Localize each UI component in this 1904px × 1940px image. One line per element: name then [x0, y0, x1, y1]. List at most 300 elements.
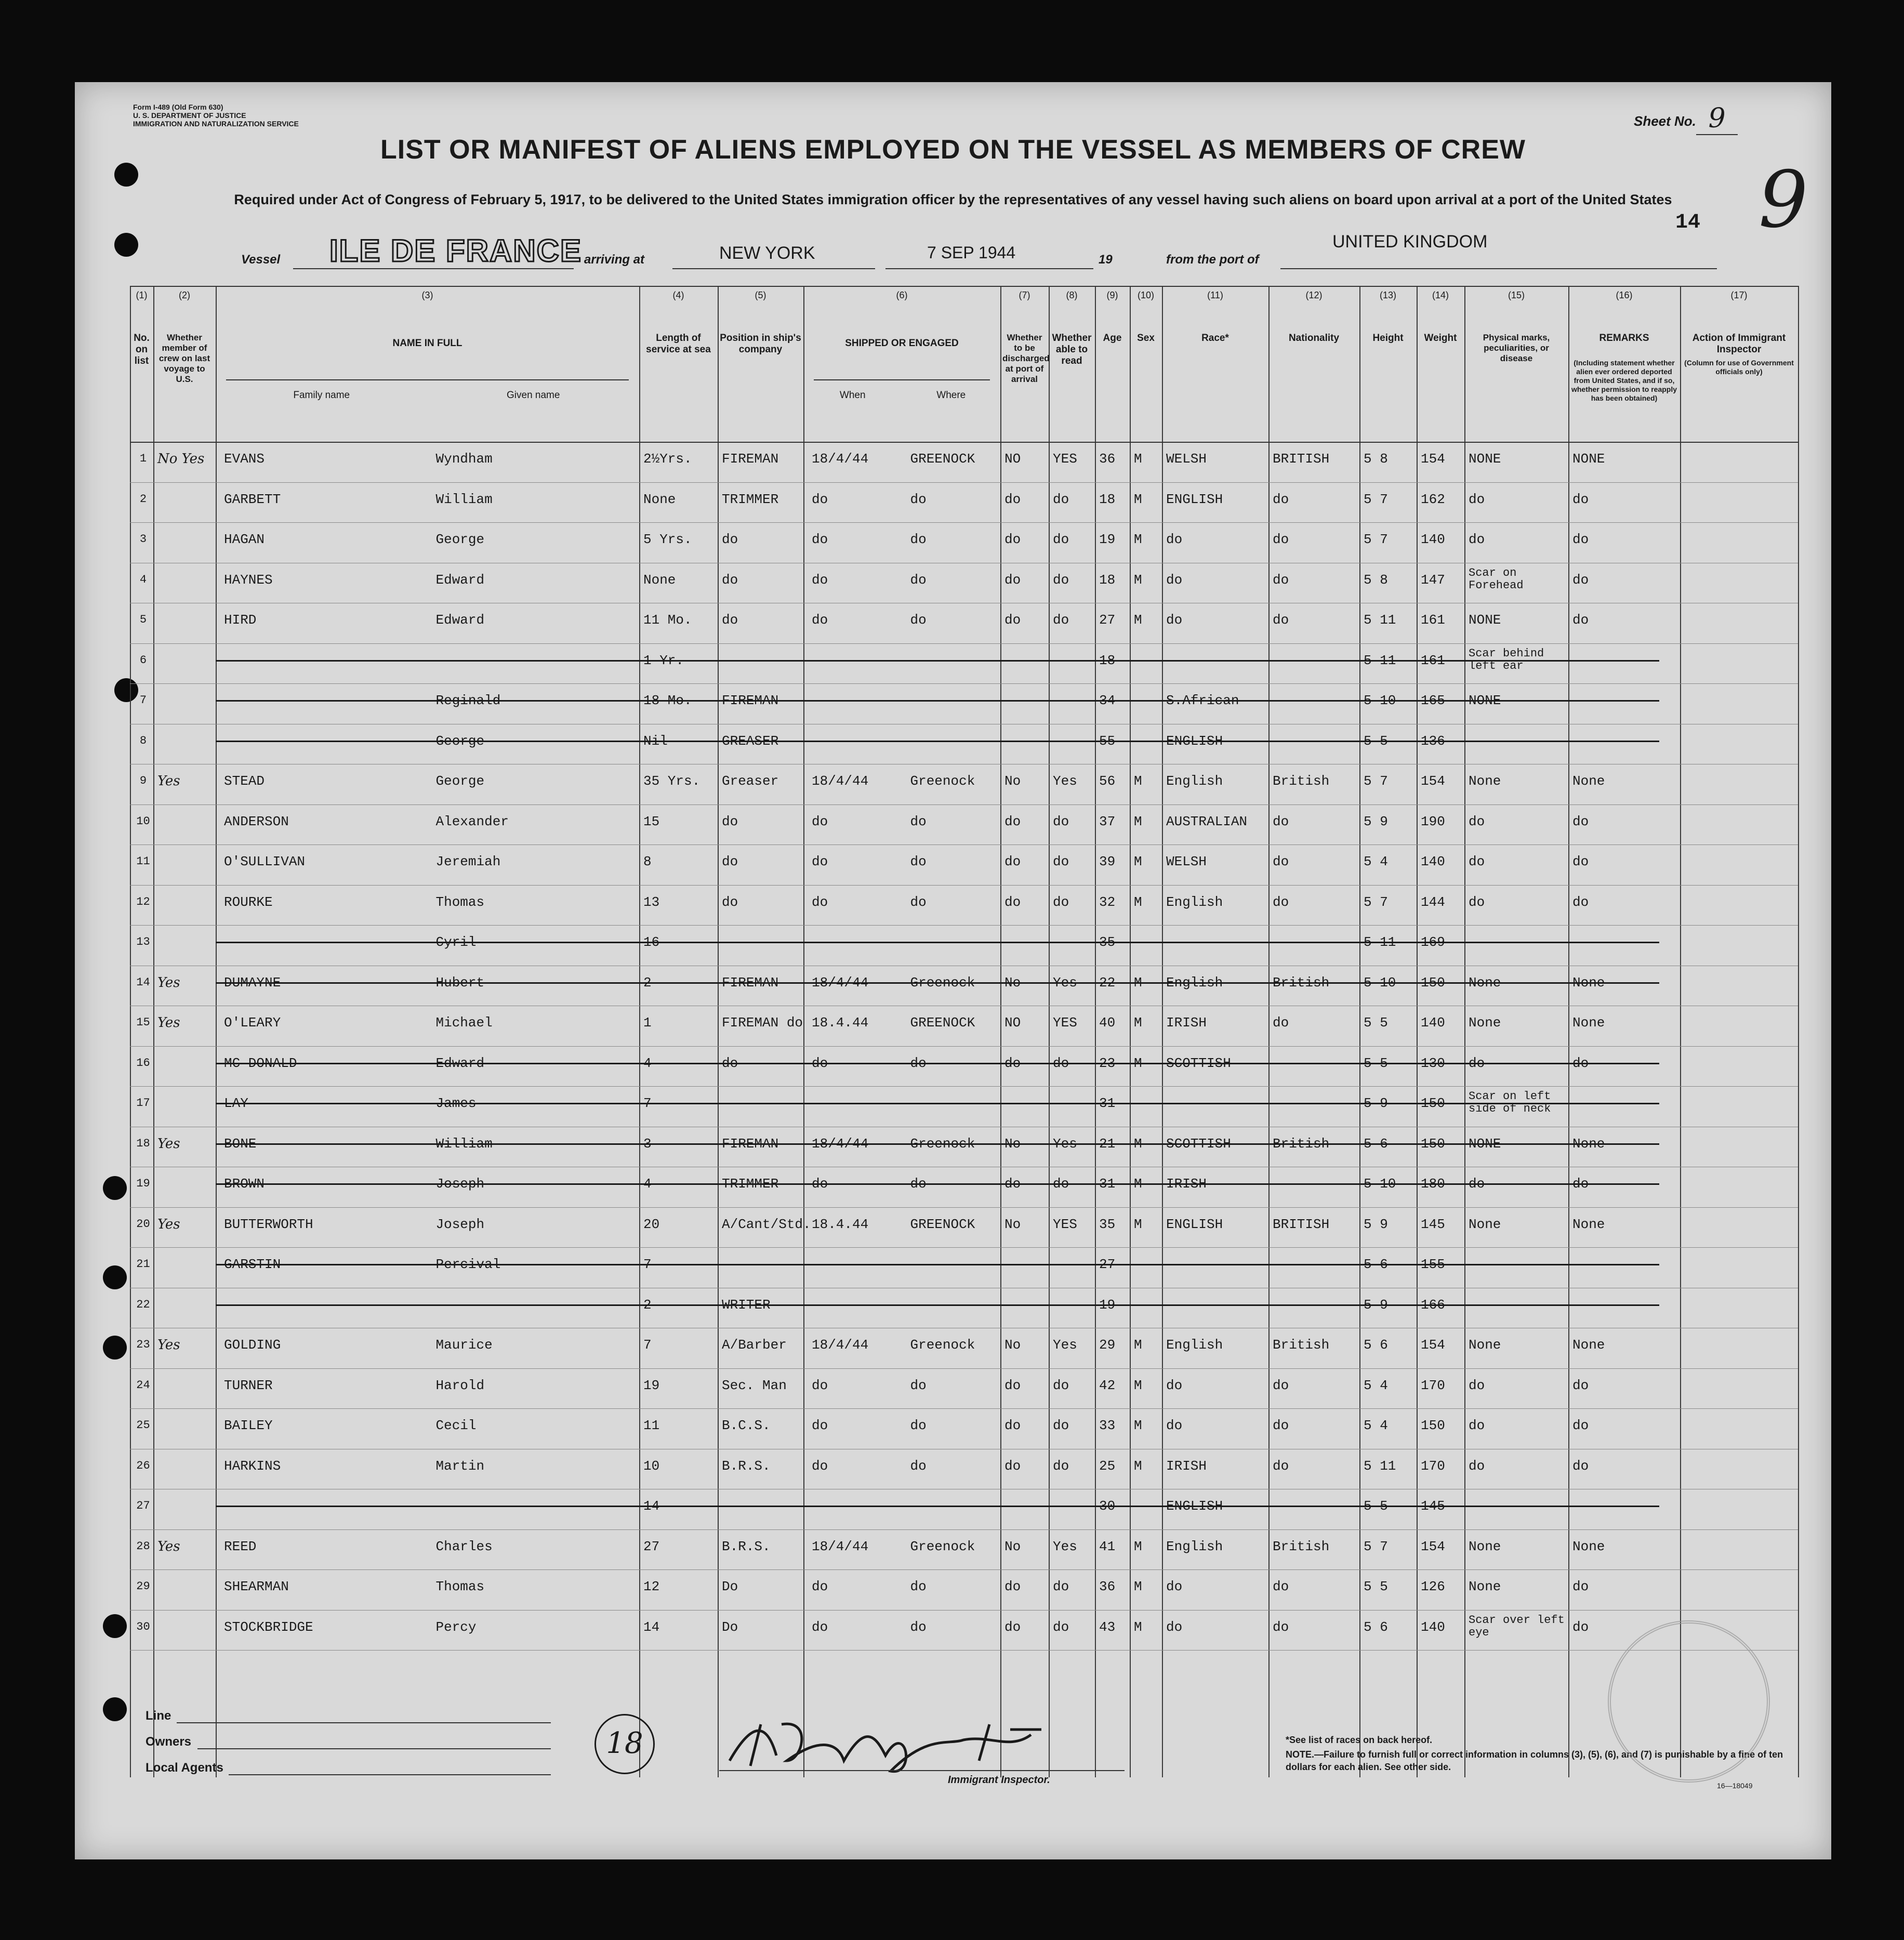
- physical-marks: do: [1469, 491, 1485, 507]
- remarks: None: [1572, 1015, 1605, 1031]
- height: 5 10: [1364, 974, 1396, 991]
- nationality: do: [1273, 813, 1289, 829]
- given-name: Thomas: [435, 894, 485, 910]
- race: ENGLISH: [1166, 733, 1223, 749]
- column-number: (2): [179, 290, 190, 300]
- can-read: Yes: [1053, 974, 1077, 991]
- weight: 170: [1421, 1458, 1445, 1474]
- race: WELSH: [1166, 854, 1207, 869]
- physical-marks: NONE: [1469, 612, 1501, 628]
- discharge-flag: do: [1004, 612, 1021, 628]
- shipped-where: GREENOCK: [910, 1015, 975, 1031]
- strike-through-line: [216, 1506, 1659, 1507]
- year-label: 19: [1099, 253, 1113, 267]
- nationality: do: [1273, 1619, 1289, 1635]
- column-subheader: Given name: [507, 390, 560, 401]
- physical-marks: Scar behind left ear: [1469, 646, 1544, 672]
- service-length: 20: [643, 1216, 660, 1232]
- prior-voyage: Yes: [157, 1136, 180, 1152]
- family-name: GOLDING: [224, 1337, 281, 1353]
- given-name: Alexander: [435, 813, 509, 829]
- position: FIREMAN do: [722, 1015, 803, 1031]
- age: 35: [1099, 934, 1116, 950]
- given-name: Edward: [435, 1055, 485, 1071]
- position: TRIMMER: [722, 1176, 779, 1192]
- column-divider: [1268, 286, 1270, 1777]
- weight: 145: [1421, 1498, 1445, 1514]
- given-name: Charles: [435, 1538, 493, 1554]
- punch-hole: [103, 1336, 127, 1360]
- weight: 140: [1421, 854, 1445, 869]
- can-read: do: [1053, 612, 1069, 628]
- position: FIREMAN: [722, 1136, 779, 1152]
- subheader-rule: [814, 379, 990, 380]
- physical-marks: do: [1469, 894, 1485, 910]
- column-number: (11): [1207, 290, 1223, 300]
- discharge-flag: do: [1004, 532, 1021, 547]
- nationality: do: [1273, 1418, 1289, 1433]
- physical-marks: do: [1469, 1176, 1485, 1192]
- column-note: (Column for use of Government officials only): [1684, 359, 1794, 376]
- nationality: do: [1273, 1377, 1289, 1393]
- shipped-where: do: [910, 813, 927, 829]
- row-divider: [130, 1610, 1798, 1611]
- discharge-flag: do: [1004, 854, 1021, 869]
- sheet-number: 9: [1696, 103, 1738, 135]
- service-length: 2: [643, 974, 652, 991]
- discharge-flag: do: [1004, 1458, 1021, 1474]
- line-label: Line: [146, 1709, 171, 1723]
- nationality: British: [1273, 773, 1330, 789]
- remarks: do: [1572, 572, 1589, 588]
- nationality: do: [1273, 1015, 1289, 1031]
- arriving-port: NEW YORK: [719, 243, 815, 263]
- shipped-where: GREENOCK: [910, 451, 975, 467]
- shipped-when: do: [812, 1377, 828, 1393]
- row-number: 17: [136, 1097, 150, 1110]
- shipped-when: do: [812, 854, 828, 869]
- punch-hole: [103, 1265, 127, 1289]
- age: 21: [1099, 1136, 1116, 1152]
- column-number: (10): [1137, 290, 1154, 300]
- age: 31: [1099, 1096, 1116, 1111]
- prior-voyage: Yes: [157, 1538, 180, 1554]
- nationality: do: [1273, 532, 1289, 547]
- age: 36: [1099, 1579, 1116, 1594]
- column-number: (15): [1508, 290, 1525, 300]
- sex: M: [1134, 532, 1142, 547]
- table-top-border: [130, 286, 1798, 287]
- weight: 130: [1421, 1055, 1445, 1071]
- arriving-label: arriving at: [584, 253, 645, 267]
- given-name: Percival: [435, 1257, 501, 1272]
- given-name: Cecil: [435, 1418, 477, 1433]
- row-divider: [130, 1086, 1798, 1087]
- service-length: 8: [643, 854, 652, 869]
- discharge-flag: NO: [1004, 1015, 1021, 1031]
- sex: M: [1134, 1216, 1142, 1232]
- height: 5 9: [1364, 1096, 1388, 1111]
- row-number: 1: [139, 452, 147, 465]
- nationality: do: [1273, 1458, 1289, 1474]
- can-read: do: [1053, 1619, 1069, 1635]
- service-length: 7: [643, 1337, 652, 1353]
- shipped-where: do: [910, 491, 927, 507]
- age: 19: [1099, 532, 1116, 547]
- remarks: None: [1572, 1136, 1605, 1152]
- shipped-where: do: [910, 1619, 927, 1635]
- race: SCOTTISH: [1166, 1055, 1231, 1071]
- punch-hole: [114, 163, 138, 187]
- shipped-where: do: [910, 612, 927, 628]
- row-number: 20: [136, 1217, 150, 1231]
- can-read: do: [1053, 813, 1069, 829]
- remarks: None: [1572, 974, 1605, 991]
- position: Greaser: [722, 773, 779, 789]
- family-name: BROWN: [224, 1176, 265, 1192]
- given-name: Edward: [435, 572, 485, 588]
- row-number: 12: [136, 895, 150, 908]
- column-number: (5): [755, 290, 766, 300]
- form-subtitle: Required under Act of Congress of February 5, 1917, to be delivered to the United States immigration officer by the representatives of any vessel having such aliens on board upon arrival at a port of the United States: [234, 192, 1672, 207]
- row-number: 27: [136, 1499, 150, 1512]
- race: SCOTTISH: [1166, 1136, 1231, 1152]
- corner-page-number: 9: [1758, 155, 1808, 245]
- row-divider: [130, 1569, 1798, 1570]
- column-number: (17): [1730, 290, 1748, 300]
- family-name: GARBETT: [224, 491, 281, 507]
- shipped-where: do: [910, 532, 927, 547]
- race: WELSH: [1166, 451, 1207, 467]
- row-number: 26: [136, 1459, 150, 1472]
- family-name: SHEARMAN: [224, 1579, 289, 1594]
- discharge-flag: do: [1004, 1579, 1021, 1594]
- service-length: 13: [643, 894, 660, 910]
- column-header: Height: [1372, 333, 1404, 344]
- races-note: *See list of races on back hereof.: [1286, 1735, 1433, 1745]
- age: 27: [1099, 1257, 1116, 1272]
- strike-through-line: [216, 1063, 1659, 1064]
- nationality: do: [1273, 1579, 1289, 1594]
- age: 31: [1099, 1176, 1116, 1192]
- can-read: Yes: [1053, 1136, 1077, 1152]
- position: FIREMAN: [722, 451, 779, 467]
- row-number: 18: [136, 1137, 150, 1150]
- height: 5 4: [1364, 1418, 1388, 1433]
- service-length: 10: [643, 1458, 660, 1474]
- sex: M: [1134, 572, 1142, 588]
- can-read: do: [1053, 1055, 1069, 1071]
- race: do: [1166, 1418, 1183, 1433]
- discharge-flag: do: [1004, 894, 1021, 910]
- service-length: None: [643, 572, 676, 588]
- weight: 144: [1421, 894, 1445, 910]
- sex: M: [1134, 813, 1142, 829]
- position: do: [722, 532, 738, 547]
- physical-marks: Scar on left side of neck: [1469, 1090, 1551, 1115]
- service-length: 1 Yr.: [643, 652, 684, 668]
- column-divider: [639, 286, 640, 1777]
- row-number: 30: [136, 1620, 150, 1633]
- race: English: [1166, 894, 1223, 910]
- sex: M: [1134, 491, 1142, 507]
- sex: M: [1134, 1458, 1142, 1474]
- given-name: Edward: [435, 612, 485, 628]
- age: 40: [1099, 1015, 1116, 1031]
- inspector-signature: [719, 1704, 1114, 1776]
- remarks: None: [1572, 1337, 1605, 1353]
- weight: 147: [1421, 572, 1445, 588]
- strike-through-line: [216, 942, 1659, 943]
- weight: 150: [1421, 1418, 1445, 1433]
- weight: 166: [1421, 1297, 1445, 1313]
- column-header: Whether able to read: [1052, 333, 1092, 366]
- column-subheader: Where: [936, 390, 966, 401]
- prior-voyage: Yes: [157, 1216, 180, 1232]
- sex: M: [1134, 1055, 1142, 1071]
- position: WRITER: [722, 1297, 771, 1313]
- discharge-flag: No: [1004, 1216, 1021, 1232]
- column-divider: [1162, 286, 1163, 1777]
- sex: M: [1134, 894, 1142, 910]
- service-length: 18 Mo.: [643, 693, 692, 708]
- prior-voyage: No Yes: [157, 451, 205, 467]
- given-name: Hubert: [435, 974, 485, 991]
- row-number: 5: [139, 613, 147, 626]
- service-length: 12: [643, 1579, 660, 1594]
- given-name: James: [435, 1096, 477, 1111]
- column-subheader: Family name: [293, 390, 350, 401]
- height: 5 6: [1364, 1257, 1388, 1272]
- column-note: (Including statement whether alien ever ordered deported from United States, and if so, whether permission to reapply has been obtained): [1571, 359, 1677, 402]
- column-header: Sex: [1137, 333, 1155, 344]
- nationality: BRITISH: [1273, 1216, 1330, 1232]
- height: 5 11: [1364, 1458, 1396, 1474]
- family-name: REED: [224, 1538, 257, 1554]
- sex: M: [1134, 1176, 1142, 1192]
- age: 42: [1099, 1377, 1116, 1393]
- row-number: 13: [136, 935, 150, 948]
- strike-through-line: [216, 982, 1659, 984]
- race: English: [1166, 1337, 1223, 1353]
- column-divider: [1417, 286, 1418, 1777]
- shipped-when: do: [812, 813, 828, 829]
- strike-through-line: [216, 1304, 1659, 1306]
- weight: 165: [1421, 693, 1445, 708]
- column-header: SHIPPED OR ENGAGED: [845, 338, 959, 349]
- weight: 161: [1421, 612, 1445, 628]
- physical-marks: do: [1469, 532, 1485, 547]
- height: 5 5: [1364, 1015, 1388, 1031]
- shipped-when: 18/4/44: [812, 1136, 869, 1152]
- service-length: 1: [643, 1015, 652, 1031]
- family-name: HAGAN: [224, 532, 265, 547]
- given-name: Thomas: [435, 1579, 485, 1594]
- form-code: 16—18049: [1717, 1781, 1753, 1790]
- family-name: ANDERSON: [224, 813, 289, 829]
- position: do: [722, 1055, 738, 1071]
- shipped-where: Greenock: [910, 1337, 975, 1353]
- row-number: 10: [136, 814, 150, 828]
- row-number: 8: [139, 734, 147, 747]
- weight: 161: [1421, 652, 1445, 668]
- row-number: 25: [136, 1419, 150, 1432]
- height: 5 4: [1364, 854, 1388, 869]
- column-divider: [1130, 286, 1131, 1777]
- row-divider: [130, 1207, 1798, 1208]
- height: 5 7: [1364, 1538, 1388, 1554]
- form-dept: U. S. DEPARTMENT OF JUSTICE: [133, 111, 246, 120]
- position: FIREMAN: [722, 974, 779, 991]
- position: do: [722, 612, 738, 628]
- age: 23: [1099, 1055, 1116, 1071]
- can-read: do: [1053, 532, 1069, 547]
- physical-marks: None: [1469, 1579, 1501, 1594]
- race: ENGLISH: [1166, 1498, 1223, 1514]
- column-number: (12): [1305, 290, 1323, 300]
- family-name: EVANS: [224, 451, 265, 467]
- row-number: 21: [136, 1258, 150, 1271]
- physical-marks: do: [1469, 1055, 1485, 1071]
- sex: M: [1134, 1418, 1142, 1433]
- shipped-when: do: [812, 1619, 828, 1635]
- given-name: George: [435, 532, 485, 547]
- sex: M: [1134, 1538, 1142, 1554]
- remarks: do: [1572, 1458, 1589, 1474]
- owners-underline: [197, 1748, 551, 1749]
- nationality: British: [1273, 1337, 1330, 1353]
- family-name: O'SULLIVAN: [224, 854, 306, 869]
- remarks: do: [1572, 1579, 1589, 1594]
- shipped-when: do: [812, 1176, 828, 1192]
- strike-through-line: [216, 1103, 1659, 1104]
- discharge-flag: No: [1004, 1136, 1021, 1152]
- race: IRISH: [1166, 1015, 1207, 1031]
- can-read: Yes: [1053, 1337, 1077, 1353]
- row-number: 22: [136, 1298, 150, 1311]
- column-number: (16): [1616, 290, 1633, 300]
- height: 5 10: [1364, 693, 1396, 708]
- physical-marks: None: [1469, 974, 1501, 991]
- column-number: (9): [1106, 290, 1118, 300]
- age: 39: [1099, 854, 1116, 869]
- given-name: Reginald: [435, 693, 501, 708]
- inspector-label: Immigrant Inspector.: [948, 1774, 1050, 1786]
- family-name: ROURKE: [224, 894, 273, 910]
- shipped-where: do: [910, 894, 927, 910]
- position: Do: [722, 1579, 738, 1594]
- prior-voyage: Yes: [157, 1337, 180, 1353]
- height: 5 5: [1364, 1055, 1388, 1071]
- column-divider: [1049, 286, 1050, 1777]
- arriving-underline: [672, 268, 875, 269]
- age: 18: [1099, 652, 1116, 668]
- height: 5 11: [1364, 652, 1396, 668]
- service-length: 19: [643, 1377, 660, 1393]
- family-name: BAILEY: [224, 1418, 273, 1433]
- column-number: (6): [896, 290, 908, 300]
- service-length: Nil: [643, 733, 668, 749]
- sex: M: [1134, 854, 1142, 869]
- column-divider: [130, 286, 131, 1777]
- weight: 180: [1421, 1176, 1445, 1192]
- race: IRISH: [1166, 1176, 1207, 1192]
- line-underline: [177, 1722, 551, 1723]
- column-divider: [718, 286, 719, 1777]
- remarks: do: [1572, 1176, 1589, 1192]
- column-header: Physical marks, peculiarities, or disease: [1483, 333, 1550, 363]
- physical-marks: None: [1469, 1015, 1501, 1031]
- shipped-when: do: [812, 894, 828, 910]
- weight: 126: [1421, 1579, 1445, 1594]
- age: 30: [1099, 1498, 1116, 1514]
- strike-through-line: [216, 741, 1659, 742]
- nationality: do: [1273, 612, 1289, 628]
- row-divider: [130, 643, 1798, 644]
- column-divider: [1568, 286, 1569, 1777]
- discharge-flag: do: [1004, 491, 1021, 507]
- family-name: TURNER: [224, 1377, 273, 1393]
- can-read: YES: [1053, 1015, 1077, 1031]
- row-number: 9: [139, 774, 147, 787]
- given-name: George: [435, 733, 485, 749]
- arrival-date: 7 SEP 1944: [927, 243, 1016, 262]
- race: do: [1166, 532, 1183, 547]
- can-read: Yes: [1053, 773, 1077, 789]
- position: B.R.S.: [722, 1538, 771, 1554]
- height: 5 5: [1364, 1498, 1388, 1514]
- remarks: None: [1572, 773, 1605, 789]
- weight: 140: [1421, 1015, 1445, 1031]
- race: S.African: [1166, 693, 1239, 708]
- age: 18: [1099, 572, 1116, 588]
- family-name: STOCKBRIDGE: [224, 1619, 313, 1635]
- shipped-where: do: [910, 1418, 927, 1433]
- weight: 169: [1421, 934, 1445, 950]
- can-read: do: [1053, 1176, 1069, 1192]
- column-divider: [216, 286, 217, 1777]
- position: B.R.S.: [722, 1458, 771, 1474]
- remarks: do: [1572, 1619, 1589, 1635]
- height: 5 8: [1364, 451, 1388, 467]
- row-divider: [130, 1046, 1798, 1047]
- weight: 140: [1421, 532, 1445, 547]
- row-number: 19: [136, 1177, 150, 1190]
- family-name: HAYNES: [224, 572, 273, 588]
- subheader-rule: [226, 379, 629, 380]
- nationality: British: [1273, 974, 1330, 991]
- weight: 136: [1421, 733, 1445, 749]
- race: ENGLISH: [1166, 1216, 1223, 1232]
- given-name: Harold: [435, 1377, 485, 1393]
- race: do: [1166, 612, 1183, 628]
- weight: 150: [1421, 1096, 1445, 1111]
- remarks: None: [1572, 1538, 1605, 1554]
- given-name: Michael: [435, 1015, 493, 1031]
- discharge-flag: do: [1004, 1619, 1021, 1635]
- sex: M: [1134, 1377, 1142, 1393]
- service-length: 11 Mo.: [643, 612, 692, 628]
- service-length: None: [643, 491, 676, 507]
- can-read: do: [1053, 572, 1069, 588]
- agents-underline: [229, 1774, 551, 1775]
- strike-through-line: [216, 660, 1659, 662]
- nationality: British: [1273, 1136, 1330, 1152]
- family-name: STEAD: [224, 773, 265, 789]
- position: do: [722, 572, 738, 588]
- shipped-when: 18/4/44: [812, 974, 869, 991]
- manifest-sheet: [75, 82, 1831, 1859]
